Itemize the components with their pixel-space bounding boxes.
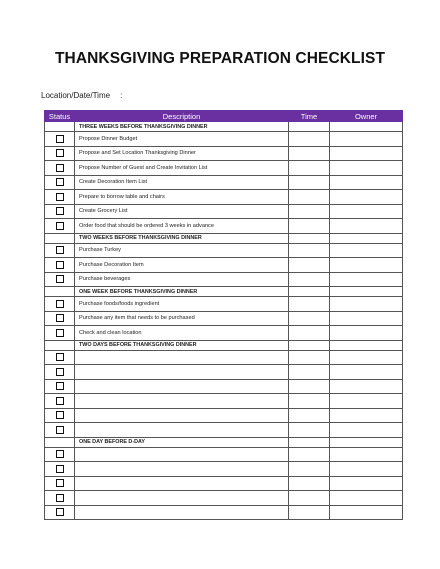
owner-cell[interactable] [330, 243, 403, 258]
checklist-row [45, 297, 403, 312]
owner-cell[interactable] [330, 340, 403, 350]
owner-cell[interactable] [330, 161, 403, 176]
task-description: Purchase any item that needs to be purchased [75, 311, 289, 326]
section-row [45, 122, 403, 132]
owner-cell[interactable] [330, 190, 403, 205]
status-cell [45, 326, 75, 341]
owner-cell[interactable] [330, 505, 403, 520]
column-header-time: Time [289, 111, 330, 122]
owner-cell[interactable] [330, 462, 403, 477]
column-header-owner: Owner [330, 111, 403, 122]
checkbox[interactable] [56, 164, 64, 172]
checklist-row [45, 365, 403, 380]
task-description [75, 350, 289, 365]
owner-cell[interactable] [330, 423, 403, 438]
status-cell [45, 365, 75, 380]
owner-cell[interactable] [330, 287, 403, 297]
time-cell[interactable] [289, 233, 330, 243]
checkbox[interactable] [56, 149, 64, 157]
checklist-row [45, 175, 403, 190]
status-cell [45, 491, 75, 506]
section-title: ONE DAY BEFORE D-DAY [75, 437, 289, 447]
task-description: Purchase beverages [75, 272, 289, 287]
checkbox[interactable] [56, 222, 64, 230]
checkbox[interactable] [56, 411, 64, 419]
checkbox[interactable] [56, 479, 64, 487]
checkbox[interactable] [56, 494, 64, 502]
time-cell[interactable] [289, 462, 330, 477]
checklist-row [45, 462, 403, 477]
checklist-row [45, 258, 403, 273]
checklist-row [45, 132, 403, 147]
owner-cell[interactable] [330, 491, 403, 506]
task-description [75, 447, 289, 462]
checkbox[interactable] [56, 382, 64, 390]
task-description [75, 505, 289, 520]
status-cell [45, 394, 75, 409]
time-cell[interactable] [289, 326, 330, 341]
time-cell[interactable] [289, 132, 330, 147]
checkbox[interactable] [56, 465, 64, 473]
time-cell[interactable] [289, 190, 330, 205]
owner-cell[interactable] [330, 326, 403, 341]
section-row [45, 340, 403, 350]
status-cell [45, 505, 75, 520]
checkbox[interactable] [56, 450, 64, 458]
time-cell[interactable] [289, 476, 330, 491]
time-cell[interactable] [289, 365, 330, 380]
time-cell[interactable] [289, 175, 330, 190]
time-cell[interactable] [289, 379, 330, 394]
owner-cell[interactable] [330, 394, 403, 409]
owner-cell[interactable] [330, 272, 403, 287]
checkbox[interactable] [56, 300, 64, 308]
section-title: TWO WEEKS BEFORE THANKSGIVING DINNER [75, 233, 289, 243]
time-cell[interactable] [289, 491, 330, 506]
task-description: Order food that should be ordered 3 weeks in advance [75, 219, 289, 234]
task-description: Check and clean location [75, 326, 289, 341]
table-header-row [45, 111, 403, 122]
section-row [45, 233, 403, 243]
time-cell[interactable] [289, 243, 330, 258]
checklist-row [45, 379, 403, 394]
owner-cell[interactable] [330, 447, 403, 462]
task-description: Create Decoration Item List [75, 175, 289, 190]
page-title: THANKSGIVING PREPARATION CHECKLIST [54, 50, 386, 67]
checkbox[interactable] [56, 135, 64, 143]
checkbox[interactable] [56, 426, 64, 434]
time-cell[interactable] [289, 408, 330, 423]
status-cell [45, 258, 75, 273]
checklist-row [45, 190, 403, 205]
time-cell[interactable] [289, 350, 330, 365]
task-description: Create Grocery List [75, 204, 289, 219]
status-cell [45, 297, 75, 312]
status-cell [45, 146, 75, 161]
time-cell[interactable] [289, 297, 330, 312]
checkbox[interactable] [56, 329, 64, 337]
owner-cell[interactable] [330, 379, 403, 394]
checkbox[interactable] [56, 207, 64, 215]
status-cell [45, 272, 75, 287]
checkbox[interactable] [56, 353, 64, 361]
time-cell[interactable] [289, 505, 330, 520]
task-description: Purchase Decoration Item [75, 258, 289, 273]
checkbox[interactable] [56, 246, 64, 254]
owner-cell[interactable] [330, 408, 403, 423]
task-description [75, 394, 289, 409]
status-cell [45, 379, 75, 394]
column-header-status: Status [45, 111, 75, 122]
status-cell [45, 161, 75, 176]
time-cell[interactable] [289, 447, 330, 462]
section-title: THREE WEEKS BEFORE THANKSGIVING DINNER [75, 122, 289, 132]
time-cell[interactable] [289, 272, 330, 287]
time-cell[interactable] [289, 122, 330, 132]
status-cell [45, 462, 75, 477]
status-cell [45, 447, 75, 462]
owner-cell[interactable] [330, 132, 403, 147]
time-cell[interactable] [289, 146, 330, 161]
status-cell [45, 408, 75, 423]
time-cell[interactable] [289, 394, 330, 409]
checklist-row [45, 447, 403, 462]
owner-cell[interactable] [330, 219, 403, 234]
checklist-row [45, 243, 403, 258]
task-description: Propose Dinner Budget [75, 132, 289, 147]
owner-cell[interactable] [330, 233, 403, 243]
status-cell [45, 190, 75, 205]
column-header-description: Description [75, 111, 289, 122]
checklist-row [45, 311, 403, 326]
owner-cell[interactable] [330, 122, 403, 132]
status-cell [45, 243, 75, 258]
task-description [75, 476, 289, 491]
task-description [75, 491, 289, 506]
time-cell[interactable] [289, 204, 330, 219]
task-description [75, 365, 289, 380]
checkbox[interactable] [56, 508, 64, 516]
checklist-row [45, 146, 403, 161]
task-description [75, 408, 289, 423]
checklist-row [45, 408, 403, 423]
checklist-row [45, 350, 403, 365]
time-cell[interactable] [289, 219, 330, 234]
checklist-table [44, 110, 403, 520]
task-description: Propose and Set Location Thanksgiving Dinner [75, 146, 289, 161]
status-cell [45, 476, 75, 491]
owner-cell[interactable] [330, 350, 403, 365]
owner-cell[interactable] [330, 204, 403, 219]
status-cell [45, 122, 75, 132]
time-cell[interactable] [289, 437, 330, 447]
task-description [75, 379, 289, 394]
status-cell [45, 233, 75, 243]
time-cell[interactable] [289, 161, 330, 176]
checklist-row [45, 476, 403, 491]
checkbox[interactable] [56, 261, 64, 269]
checklist-row [45, 326, 403, 341]
status-cell [45, 204, 75, 219]
checklist-row [45, 204, 403, 219]
status-cell [45, 311, 75, 326]
owner-cell[interactable] [330, 476, 403, 491]
location-date-time-label: Location/Date/Time [41, 91, 111, 100]
time-cell[interactable] [289, 287, 330, 297]
checklist-row [45, 272, 403, 287]
location-date-time-separator: : [120, 91, 123, 100]
section-title: ONE WEEK BEFORE THANKSGIVING DINNER [75, 287, 289, 297]
checkbox[interactable] [56, 314, 64, 322]
owner-cell[interactable] [330, 146, 403, 161]
task-description [75, 462, 289, 477]
checkbox[interactable] [56, 368, 64, 376]
checkbox[interactable] [56, 275, 64, 283]
time-cell[interactable] [289, 258, 330, 273]
owner-cell[interactable] [330, 175, 403, 190]
status-cell [45, 132, 75, 147]
owner-cell[interactable] [330, 365, 403, 380]
checkbox[interactable] [56, 178, 64, 186]
task-description [75, 423, 289, 438]
task-description: Prepare to borrow table and chairs [75, 190, 289, 205]
checkbox[interactable] [56, 397, 64, 405]
time-cell[interactable] [289, 311, 330, 326]
time-cell[interactable] [289, 340, 330, 350]
owner-cell[interactable] [330, 297, 403, 312]
task-description: Purchase Turkey [75, 243, 289, 258]
status-cell [45, 437, 75, 447]
status-cell [45, 219, 75, 234]
section-row [45, 287, 403, 297]
task-description: Purchase foods/foods ingredient [75, 297, 289, 312]
status-cell [45, 350, 75, 365]
status-cell [45, 340, 75, 350]
owner-cell[interactable] [330, 311, 403, 326]
owner-cell[interactable] [330, 258, 403, 273]
checklist-row [45, 505, 403, 520]
section-title: TWO DAYS BEFORE THANKSGIVING DINNER [75, 340, 289, 350]
owner-cell[interactable] [330, 437, 403, 447]
checklist-row [45, 394, 403, 409]
checklist-row [45, 423, 403, 438]
checklist-row [45, 219, 403, 234]
status-cell [45, 175, 75, 190]
time-cell[interactable] [289, 423, 330, 438]
section-row [45, 437, 403, 447]
location-date-time [41, 91, 122, 100]
task-description: Propose Number of Guest and Create Invitation List [75, 161, 289, 176]
checkbox[interactable] [56, 193, 64, 201]
status-cell [45, 423, 75, 438]
checklist-row [45, 161, 403, 176]
checklist-row [45, 491, 403, 506]
status-cell [45, 287, 75, 297]
